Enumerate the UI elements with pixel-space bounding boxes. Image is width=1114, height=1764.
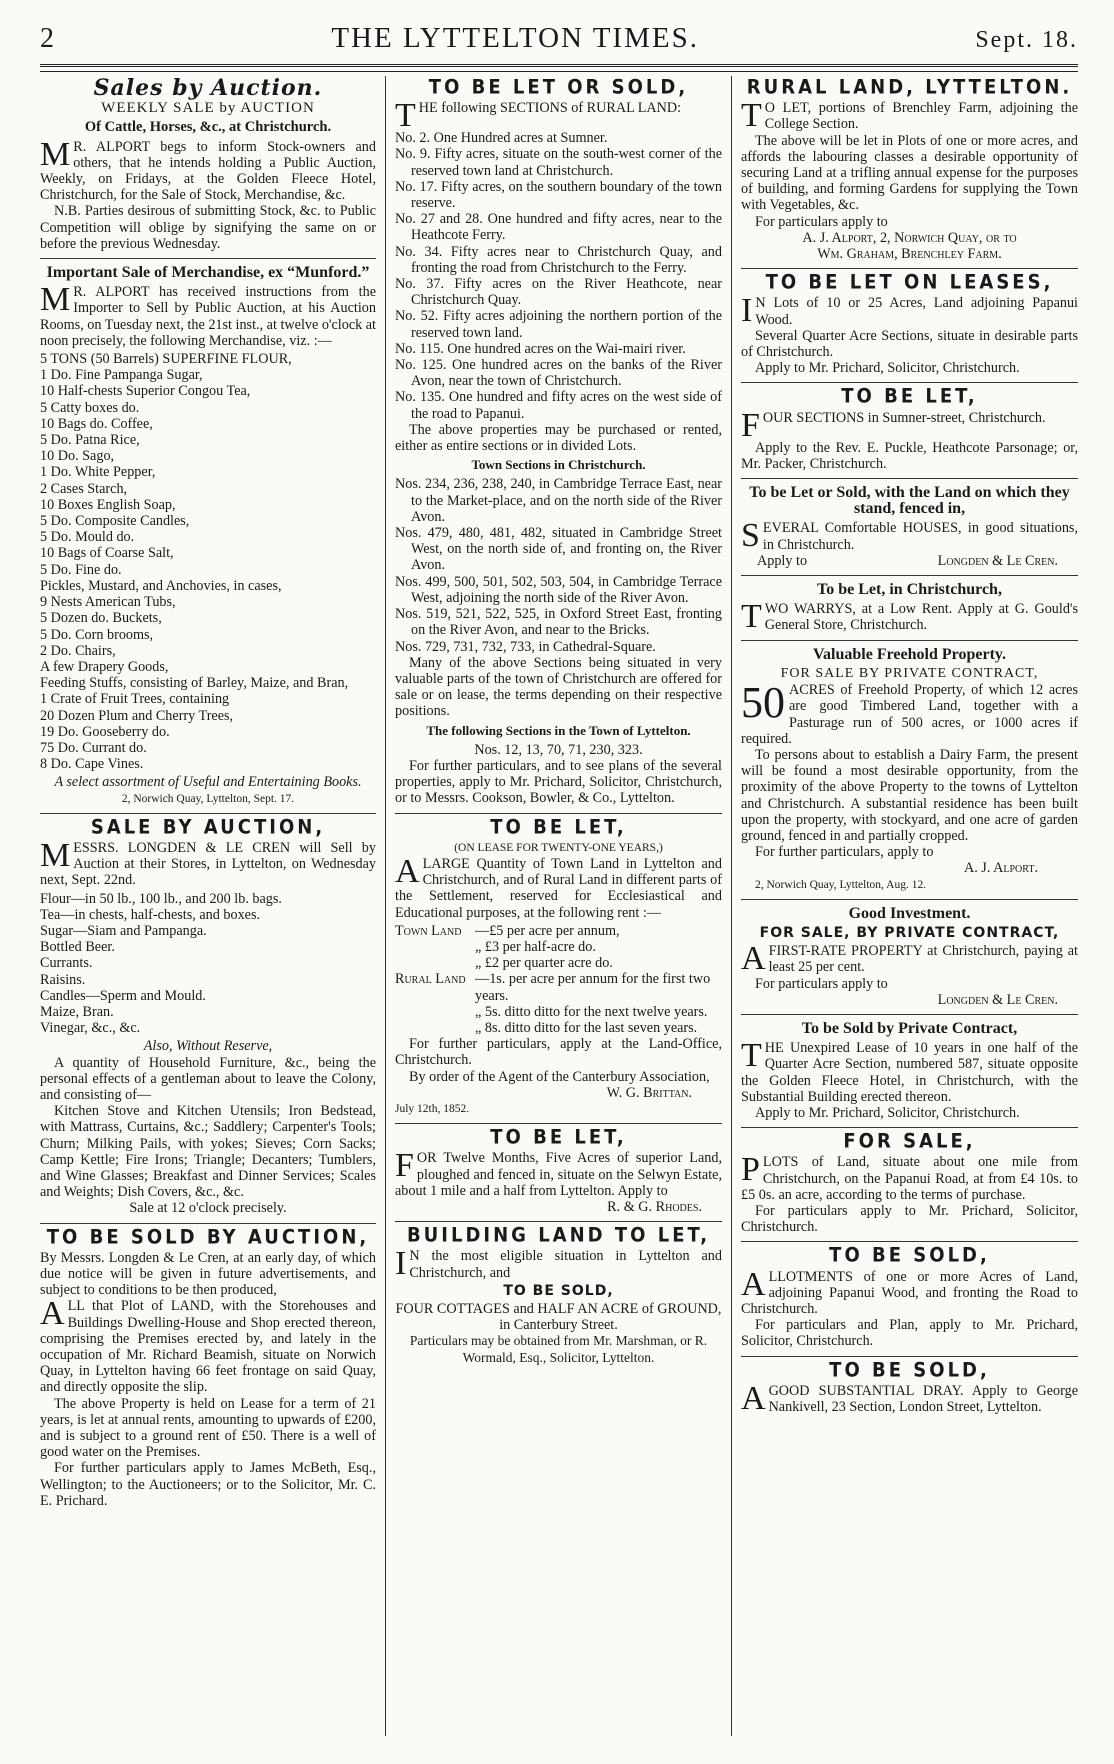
by-order-text: By order of the Agent of the Canterbury Association, [409,1068,710,1085]
drop-cap: M [40,281,71,319]
munford-heading: Important Sale of Merchandise, ex “Munford.” [46,264,370,282]
many-sections-text: Many of the above Sections being situated in very valuable parts of the town of Christchurch are offered for sale or on lease, the terms depending on their respective positions. [395,654,722,720]
auction-furniture: A quantity of Household Furniture, &c., being the personal effects of a gentleman about to leave the Colony, and consisting of— [40,1054,376,1103]
drop-cap: I [741,292,753,330]
separator [741,1014,1078,1015]
list-item: No. 34. Fifty acres near to Christchurch Quay, and fronting the road from Christchurch to the Ferry. [395,243,722,276]
sold-lease: The above Property is held on Lease for a term of 21 years, is let at annual rents, amounting to upwards of £200, and is subject to a ground rent of £50. There is a well of good water on the Premises. [40,1395,376,1461]
separator [741,478,1078,479]
brittan-signature: W. G. Brittan. [606,1084,692,1101]
rate-line: „ £3 per half-acre do. [475,938,596,955]
plots-text: LOTS of Land, situate about one mile from Christchurch, on the Papanui Road, at from £4 10s. to £5 0s. an acre, according to the terms of purchase. [741,1154,1078,1203]
list-item: No. 125. One hundred acres on the banks of the River Avon, near the town of Christchurch. [395,357,722,390]
drop-cap: F [395,1147,414,1185]
rural-land-label: Rural Land [395,971,466,988]
issue-date: Sept. 18. [975,27,1078,53]
list-item: Nos. 729, 731, 732, 733, in Cathedral-Square. [395,638,656,655]
drop-cap: 50 [741,678,785,728]
list-item: 5 TONS (50 Barrels) SUPERFINE FLOUR, [40,351,292,368]
to-be-let-heading-2: TO BE LET, [490,1126,627,1150]
building-text: N the most eligible situation in Lyttelton and Christchurch, and [409,1248,722,1281]
rate-line: „ 5s. ditto ditto for the next twelve years. [475,1003,708,1020]
list-item: Currants. [40,955,93,972]
list-item: 2 Cases Starch, [40,480,128,497]
sold-text: LL that Plot of LAND, with the Storehouses and Buildings Dwelling-House and Shop erected thereon, comprising the Premises erected by, and lately in the occupation of Mr. Richard Beamish, situate on Norwich Quay, in Lyttelton having 66 feet frontage on said Quay, and directly opposite the slip. [40,1298,376,1396]
freehold-signature: A. J. Alport. [963,860,1038,877]
rate-line: —£5 per acre per annum, [475,922,620,939]
good-investment-text: FIRST-RATE PROPERTY at Christchurch, paying at least 25 per cent. [768,943,1078,976]
good-investment-heading: Good Investment. [848,904,971,922]
column-1 [40,76,386,1736]
freehold-text: ACRES of Freehold Property, of which 12 acres are good Timbered Land, together with a Pasturage run of 500 acres, or 1000 acres if required. [741,682,1078,747]
list-item: 75 Do. Currant do. [40,739,147,756]
good-investment-subheading: FOR SALE, BY PRIVATE CONTRACT, [759,924,1060,941]
list-item: 10 Do. Sago, [40,448,115,465]
let2-text: OR Twelve Months, Five Acres of superior Land, ploughed and fenced in, situate on the Selwyn Estate, about 1 mile and a half from Lyttelton. Apply to [395,1150,722,1199]
private-contract-heading: To be Sold by Private Contract, [801,1019,1018,1037]
rate-line: „ 8s. ditto ditto for the last seven years. [475,1019,698,1036]
drop-cap: M [40,836,71,874]
list-item: 1 Crate of Fruit Trees, containing [40,691,230,708]
list-item: 20 Dozen Plum and Cherry Trees, [40,707,234,724]
four-sections-apply: Apply to the Rev. E. Puckle, Heathcote Parsonage; or, Mr. Packer, Christchurch. [741,439,1078,472]
column-2 [386,76,732,1736]
list-item: Nos. 479, 480, 481, 482, situated in Cambridge Street West, on the north side of, and fronting on, the River Avon. [395,525,722,574]
separator [40,258,376,259]
auction-furniture-list: Kitchen Stove and Kitchen Utensils; Iron Bedstead, with Mattrass, Curtains, &c.; Saddlery; Carpenter's Tools; Churn; Milking Pails, with yokes; Sieves; Corn Sacks; Camp Kettle; Fire Irons; Triangle; Decanters; Tumblers, and Wine Glasses; Breakfast and Dinner Services; Scales and Weights; Dish Covers, &c., &c. [40,1103,376,1201]
lease-apply: Apply to Mr. Prichard, Solicitor, Christchurch. [755,360,1020,377]
lyttelton-sections-heading: The following Sections in the Town of Lyttelton. [426,722,691,738]
sales-by-auction-heading: Sales by Auction. [93,76,323,101]
list-item: Raisins. [40,971,86,988]
town-land-rates [395,923,722,972]
munford-text: R. ALPORT has received instructions from the Importer to Sell by Public Auction, at his Auction Rooms, on Tuesday next, the 21st inst., at twelve o'clock at noon precisely, the following Merchandise, viz. :— [40,284,376,349]
drop-cap: F [741,406,760,444]
separator [40,813,376,814]
freehold-dairy: To persons about to establish a Dairy Farm, the present will be found a most desirable opportunity, from the proximity of the above Property to the towns of Lyttelton and Christchurch. A substantial residence has been built upon the property, with stockyard, and one acre of garden ground, fenced in and partially cropped. [741,746,1078,844]
munford-assortment: A select assortment of Useful and Entertaining Books. [54,774,362,791]
separator [40,1223,376,1224]
rural-sig-2: Wm. Graham, Brenchley Farm. [817,246,1002,263]
houses-text: EVERAL Comfortable HOUSES, in good situations, in Christchurch. [762,520,1078,553]
freehold-date: 2, Norwich Quay, Lyttelton, Aug. 12. [755,878,927,891]
weekly-sale-text: R. ALPORT begs to inform Stock-owners and others, that he intends holding a Public Auction, Weekly, on Fridays, at the Golden Fleece Hotel, Christchurch, for the Sale of Stock, Merchandise, &c. [40,138,376,204]
list-item: No. 135. One hundred and fifty acres on the west side of the road to Papanui. [395,389,722,422]
building-particulars: Particulars may be obtained from Mr. Marshman, or R. Wormald, Esq., Solicitor, Lyttelton. [409,1333,708,1365]
drop-cap: T [741,97,762,135]
list-item: A few Drapery Goods, [40,658,169,675]
list-item: 1 Do. White Pepper, [40,464,156,481]
separator [395,813,722,814]
houses-apply-row [741,553,1078,569]
list-item: 9 Nests American Tubs, [40,594,176,611]
separator [741,1241,1078,1242]
to-be-sold-subheading: TO BE SOLD, [503,1282,614,1299]
separator [395,1221,722,1222]
auction-text: ESSRS. LONGDEN & LE CREN will Sell by Auction at their Stores, in Lyttelton, on Wednesday next, Sept. 22nd. [40,839,376,889]
list-item: 2 Do. Chairs, [40,642,116,659]
houses-signature: Longden & Le Cren. [937,552,1058,569]
page-number: 2 [40,23,55,54]
list-item: No. 37. Fifty acres on the River Heathcote, near Christchurch Quay. [395,276,722,309]
list-item: Nos. 499, 500, 501, 502, 503, 504, in Cambridge Terrace West, adjoining the north side of the River Avon. [395,573,722,606]
drop-cap: T [741,1037,762,1075]
separator [741,575,1078,576]
list-item: Tea—in chests, half-chests, and boxes. [40,906,261,923]
rural-intro: HE following SECTIONS of RURAL LAND: [418,100,682,117]
allotments-text: LLOTMENTS of one or more Acres of Land, adjoining Papanui Wood, and fronting the Road to Christchurch. [741,1268,1078,1317]
sold-intro: By Messrs. Longden & Le Cren, at an early day, of which due notice will be given in future advertisements, and subject to conditions to be then produced, [40,1249,376,1299]
building-land-heading: BUILDING LAND TO LET, [406,1224,711,1248]
separator [741,640,1078,641]
good-investment-apply: For particulars apply to [755,975,888,992]
separator [741,1127,1078,1128]
separator [741,899,1078,900]
list-item: 5 Do. Patna Rice, [40,432,140,449]
dray-text: GOOD SUBSTANTIAL DRAY. Apply to George Nankivell, 23 Section, London Street, Lyttelton. [768,1382,1078,1416]
unexpired-lease-text: HE Unexpired Lease of 10 years in one half of the Quarter Acre Section, numbered 587, situate opposite the Golden Fleece Hotel, in Christchurch, with the Substantial Building erected thereon. [741,1040,1078,1105]
auction-also: Also, Without Reserve, [143,1038,273,1055]
houses-apply: Apply to [757,552,808,569]
four-sections-text: OUR SECTIONS in Sumner-street, Christchurch. [762,409,1046,426]
lease-text: N Lots of 10 or 25 Acres, Land adjoining Papanui Wood. [755,295,1078,328]
to-be-let-heading: TO BE LET, [490,815,627,839]
to-be-let-or-sold-heading: TO BE LET OR SOLD, [428,76,689,99]
list-item: 5 Dozen do. Buckets, [40,610,162,627]
rural-text: O LET, portions of Brenchley Farm, adjoining the College Section. [764,100,1078,133]
list-item: Bottled Beer. [40,939,115,956]
lyttelton-section-numbers: Nos. 12, 13, 70, 71, 230, 323. [474,741,643,758]
rural-land-heading: RURAL LAND, LYTTELTON. [746,76,1073,99]
for-sale-heading: FOR SALE, [843,1130,976,1154]
munford-signature: 2, Norwich Quay, Lyttelton, Sept. 17. [121,792,295,805]
lease-term: (ON LEASE FOR TWENTY-ONE YEARS,) [454,841,663,854]
list-item: Pickles, Mustard, and Anchovies, in cases, [40,577,282,594]
list-item: No. 17. Fifty acres, on the southern boundary of the town reserve. [395,178,722,212]
to-be-sold-by-auction-heading: TO BE SOLD BY AUCTION, [46,1225,370,1249]
drop-cap: A [741,1379,766,1417]
town-sections-heading: Town Sections in Christchurch. [471,457,646,473]
list-item: Candles—Sperm and Mould. [40,987,206,1004]
munford-items [40,351,376,772]
list-item: 5 Do. Corn brooms, [40,626,154,643]
to-be-sold-heading-2: TO BE SOLD, [829,1358,990,1382]
list-item: No. 115. One hundred acres on the Wai-mairi river. [395,340,686,357]
drop-cap: I [395,1245,407,1283]
further-particulars: For further particulars, and to see plans of the several properties, apply to Mr. Prichard, Solicitor, Christchurch, or to Messrs. Cookson, Bowler, & Co., Lyttelton. [395,757,722,807]
separator [741,382,1078,383]
houses-heading: To be Let or Sold, with the Land on which they stand, fenced in, [749,484,1070,518]
list-item: No. 27 and 28. One hundred and fifty acres, near to the Heathcote Ferry. [395,211,722,244]
plots-apply: For particulars apply to Mr. Prichard, Solicitor, Christchurch. [741,1202,1078,1236]
list-item: No. 52. Fifty acres adjoining the northern portion of the reserved town land. [395,308,722,341]
list-item: Feeding Stuffs, consisting of Barley, Maize, and Bran, [40,675,349,692]
list-item: Sugar—Siam and Pampanga. [40,922,207,939]
list-item: Nos. 234, 236, 238, 240, in Cambridge Terrace East, near to the Market-place, and on the north side of the River Avon. [395,476,722,525]
list-item: Flour—in 50 lb., 100 lb., and 200 lb. bags. [40,890,282,907]
drop-cap: S [741,517,760,555]
list-item: 10 Boxes English Soap, [40,496,176,513]
warrys-heading: To be Let, in Christchurch, [817,581,1002,599]
list-item: Nos. 519, 521, 522, 525, in Oxford Street East, fronting on the River Avon, and near to the Bricks. [395,606,722,639]
freehold-heading: Valuable Freehold Property. [812,645,1007,663]
properties-text: The above properties may be purchased or rented, either as entire sections or in divided Lots. [395,421,722,455]
drop-cap: A [40,1295,65,1333]
good-investment-signature: Longden & Le Cren. [937,991,1058,1008]
columns [40,76,1078,1736]
list-item: 10 Half-chests Superior Congou Tea, [40,383,251,400]
list-item: Maize, Bran. [40,1003,114,1020]
let-text: LARGE Quantity of Town Land in Lyttelton and Christchurch, and of Rural Land in different parts of the Settlement, reserved for Ecclesiastical and Educational purposes, at the following rent :— [395,855,722,921]
rhodes-signature: R. & G. Rhodes. [607,1199,702,1215]
rural-sig-1: A. J. Alport, 2, Norwich Quay, or to [802,229,1017,246]
list-item: 19 Do. Gooseberry do. [40,723,170,740]
masthead-rule [40,64,1078,72]
list-item: 5 Catty boxes do. [40,399,140,416]
drop-cap: A [395,852,420,890]
weekly-sale-subheading: Of Cattle, Horses, &c., at Christchurch. [84,119,332,136]
newspaper-title: THE LYTTELTON TIMES. [331,22,699,54]
list-item: 8 Do. Cape Vines. [40,756,144,773]
list-item: 5 Do. Mould do. [40,529,135,546]
warrys-text: WO WARRYS, at a Low Rent. Apply at G. Gould's General Store, Christchurch. [764,601,1078,634]
list-item: 5 Do. Composite Candles, [40,513,190,530]
sold-particulars: For further particulars apply to James McBeth, Esq., Wellington; to the Auctioneers; or to the Solicitor, Mr. C. E. Prichard. [40,1460,376,1509]
weekly-sale-nb: N.B. Parties desirous of submitting Stock, &c. to Public Competition will oblige by signifying the same on or before the previous Wednesday. [40,203,376,252]
separator [395,1123,722,1124]
unexpired-lease-apply: Apply to Mr. Prichard, Solicitor, Christchurch. [755,1104,1020,1121]
rate-line: —1s. per acre per annum for the first two years. [475,971,711,1004]
drop-cap: P [741,1151,760,1189]
weekly-sale-heading: WEEKLY SALE by AUCTION [101,100,315,117]
list-item: 10 Bags do. Coffee, [40,415,153,432]
rural-desc: The above will be let in Plots of one or more acres, and affords the labouring classes a desirable opportunity of securing Land at a trifling annual expense for the purposes of building, and forming Gardens for supplying the Town with Vegetables, &c. [741,132,1078,214]
town-land-label: Town Land [395,922,462,939]
list-item: 1 Do. Fine Pampanga Sugar, [40,367,203,384]
drop-cap: M [40,135,71,173]
rural-sections [395,130,722,422]
auction-time: Sale at 12 o'clock precisely. [129,1200,287,1217]
list-item: No. 9. Fifty acres, situate on the south-west corner of the reserved town land at Christchurch. [395,146,722,179]
auction-items [40,891,376,1037]
rural-land-rates [395,971,722,1036]
masthead [40,22,1078,58]
let-on-leases-heading: TO BE LET ON LEASES, [765,271,1054,295]
town-sections [395,476,722,654]
lease-sections: Several Quarter Acre Sections, situate in desirable parts of Christchurch. [741,327,1078,361]
column-3 [732,76,1078,1736]
to-be-let-heading-3: TO BE LET, [841,385,978,409]
sale-by-auction-heading: SALE BY AUCTION, [90,815,326,839]
separator [741,268,1078,269]
land-office-text: For further particulars, apply at the Land-Office, Christchurch. [395,1036,722,1069]
freehold-apply: For further particulars, apply to [755,844,934,861]
cottages-text: FOUR COTTAGES and HALF AN ACRE of GROUND, in Canterbury Street. [395,1301,722,1334]
let-date: July 12th, 1852. [395,1102,470,1115]
list-item: Vinegar, &c., &c. [40,1020,141,1037]
separator [741,1356,1078,1357]
rural-apply: For particulars apply to [755,213,888,230]
list-item: 10 Bags of Coarse Salt, [40,545,174,562]
allotments-apply: For particulars and Plan, apply to Mr. Prichard, Solicitor, Christchurch. [741,1317,1078,1350]
freehold-subheading: FOR SALE BY PRIVATE CONTRACT, [780,665,1039,681]
drop-cap: T [741,598,762,636]
drop-cap: T [395,97,416,135]
drop-cap: A [741,940,766,978]
list-item: No. 2. One Hundred acres at Sumner. [395,130,608,147]
drop-cap: A [741,1265,766,1303]
list-item: 5 Do. Fine do. [40,561,122,578]
rate-line: „ £2 per quarter acre do. [475,955,613,972]
to-be-sold-heading: TO BE SOLD, [829,1244,990,1268]
